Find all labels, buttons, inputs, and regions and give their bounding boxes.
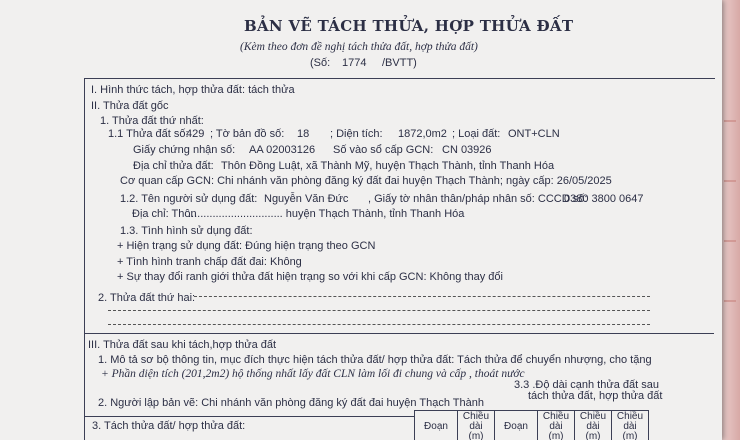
parcel-address: Thôn Đồng Luật, xã Thành Mỹ, huyện Thạch Thành, tỉnh Thanh Hóa <box>221 160 555 172</box>
boundary-change-status: + Sự thay đổi ranh giới thửa đất hiện trạng so với khi cấp GCN: Không thay đổi <box>117 271 503 283</box>
certificate-number: AA 02003126 <box>249 144 316 156</box>
split-note: + Phần diện tích (201,2m2) hộ thống nhất lấy đất CLN làm lối đi chung và cấp , thoát nước <box>101 368 525 380</box>
document-title: BẢN VẼ TÁCH THỬA, HỢP THỬA ĐẤT <box>244 17 574 35</box>
parcel-address-label: Địa chỉ thửa đất: <box>133 160 214 172</box>
table-header-cell: Chiều dài (m) <box>458 411 495 440</box>
area-value: 1872,0m2 <box>398 128 447 140</box>
user-address: ............................... huyện Thạch Thành, tỉnh Thanh Hóa <box>188 208 465 220</box>
section-3: III. Thửa đất sau khi tách,hợp thửa đất <box>88 339 277 351</box>
land-use-heading: 1.3. Tình hình sử dụng đất: <box>120 225 253 237</box>
document-number-suffix: /BVTT) <box>382 57 417 69</box>
split-purpose: 1. Mô tả sơ bộ thông tin, mục đích thực hiện tách thửa đất/ hợp thửa đất: Tách thửa để chuyển nhượng, cho tặng <box>98 354 652 366</box>
sheet-stripe <box>724 180 736 182</box>
sheet-stripe <box>724 120 736 122</box>
document-number-label: (Số: <box>310 57 331 69</box>
parcel-number: 429 <box>186 128 205 140</box>
blank-line <box>194 296 650 297</box>
table-header-cell: Chiều dài (m) <box>575 411 612 440</box>
map-sheet-label: ; Tờ bản đồ số: <box>210 128 285 140</box>
section-divider <box>84 333 714 334</box>
issuing-agency: Cơ quan cấp GCN: Chi nhánh văn phòng đăng ký đất đai huyện Thạch Thành; ngày cấp: 26/05/2025 <box>120 175 612 187</box>
split-merge-heading: 3. Tách thửa đất/ hợp thửa đất: <box>92 420 246 432</box>
map-sheet-number: 18 <box>297 128 310 140</box>
land-type-value: ONT+CLN <box>508 128 560 140</box>
section-3-3-subtitle: tách thửa đất, hợp thửa đất <box>528 390 663 402</box>
id-document-number: 0380 3800 0647 <box>564 193 644 205</box>
blank-line <box>108 324 650 325</box>
id-document-label: , Giấy tờ nhân thân/pháp nhân số: CCCD số: <box>368 193 588 205</box>
section-1: I. Hình thức tách, hợp thửa đất: tách thửa <box>91 84 295 96</box>
parcel-number-label: 1.1 Thửa đất số: <box>108 128 189 140</box>
table-header-cell: Chiều dài (m) <box>538 411 575 440</box>
land-user-name: Nguyễn Văn Đức <box>264 193 349 205</box>
section-3-3-title: 3.3 .Độ dài cạnh thửa đất sau <box>514 379 659 391</box>
sheet-stripe <box>724 240 736 242</box>
sheet-stripe <box>724 300 736 302</box>
certificate-book-label: Số vào sổ cấp GCN: <box>333 144 434 156</box>
drafter: 2. Người lập bản vẽ: Chi nhánh văn phòng đăng ký đất đai huyện Thạch Thành <box>98 397 484 409</box>
certificate-book-number: CN 03926 <box>442 144 492 156</box>
table-header-cell: Đoạn <box>415 411 458 440</box>
document-number: 1774 <box>342 57 367 69</box>
area-label: ; Diện tích: <box>330 128 383 140</box>
section-2: II. Thửa đất gốc <box>91 100 169 112</box>
edge-length-table <box>414 410 649 440</box>
user-address-label: Địa chỉ: Thôn <box>132 208 197 220</box>
table-header-cell: Đoạn <box>495 411 538 440</box>
certificate-label: Giấy chứng nhận số: <box>133 144 236 156</box>
land-use-status: + Hiện trạng sử dụng đất: Đúng hiện trạng theo GCN <box>117 240 376 252</box>
item-2-heading: 2. Thửa đất thứ hai: <box>98 292 196 304</box>
document-subtitle: (Kèm theo đơn đề nghị tách thửa đất, hợp thửa đất) <box>240 41 478 53</box>
blank-line <box>108 310 650 311</box>
table-header-cell: Chiều dài (m) <box>612 411 649 440</box>
land-dispute-status: + Tình hình tranh chấp đất đai: Không <box>117 256 302 268</box>
land-user-label: 1.2. Tên người sử dụng đất: <box>120 193 258 205</box>
table-header-row <box>415 411 649 440</box>
item-1-heading: 1. Thửa đất thứ nhất: <box>100 115 204 127</box>
land-type-label: ; Loại đất: <box>452 128 501 140</box>
